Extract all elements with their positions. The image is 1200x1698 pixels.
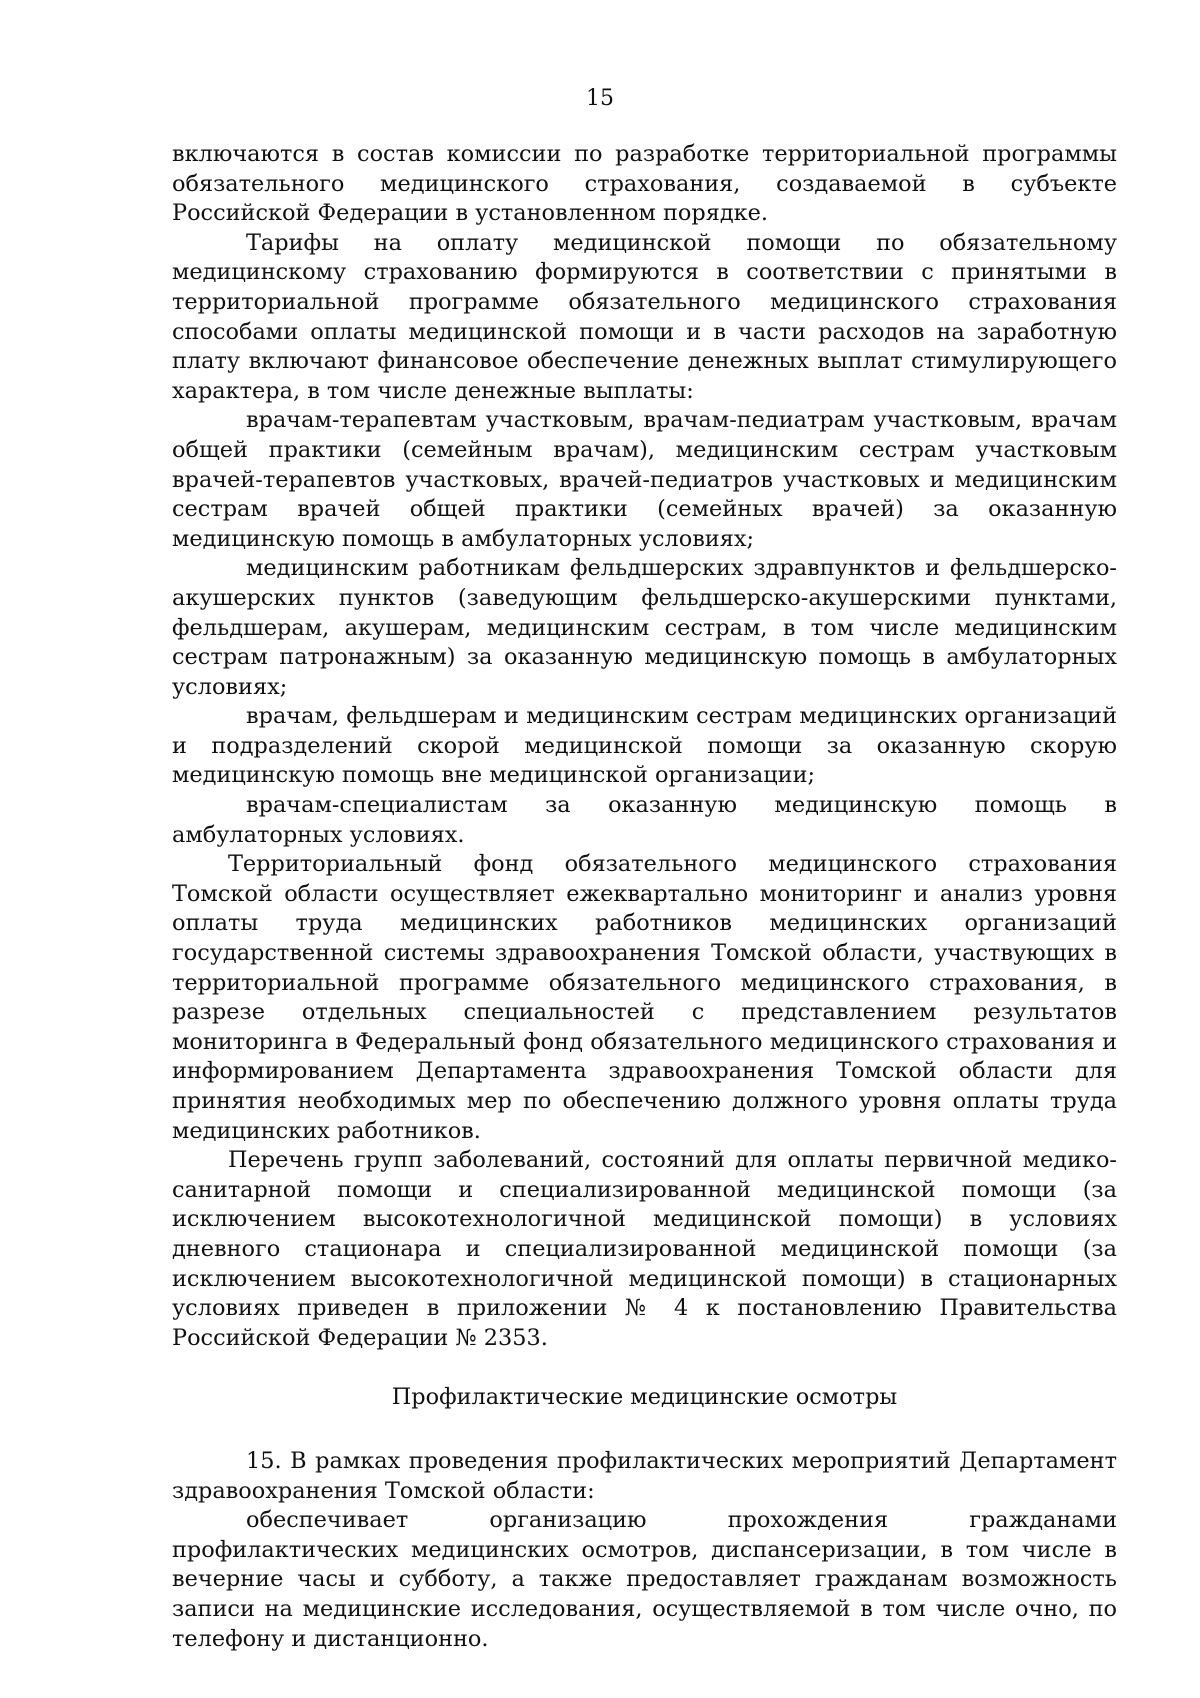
- list-paragraph: врачам-специалистам за оказанную медицинскую помощь в амбулаторных условиях.: [172, 792, 1117, 848]
- list-paragraph: врачам, фельдшерам и медицинским сестрам медицинских организаций и подразделений скорой медицинской помощи за оказанную скорую медицинскую помощь вне медицинской организации;: [172, 703, 1117, 789]
- paragraph: Перечень групп заболеваний, состояний для оплаты первичной медико-санитарной помощи и специализированной медицинской помощи (за исключением высокотехнологичной медицинской помощи) в условиях дневного стационара и специализированной медицинской помощи (за исключением высокотехнологичной медицинской помощи) в стационарных условиях приведен в приложении № 4 к постановлению Правительства Российской Федерации № 2353.: [172, 1147, 1117, 1351]
- paragraph: обеспечивает организацию прохождения гражданами профилактических медицинских осмотров, диспансеризации, в том числе в вечерние часы и субботу, а также предоставляет гражданам возможность записи на медицинские исследования, осуществляемой в том числе очно, по телефону и дистанционно.: [172, 1507, 1117, 1652]
- paragraph: Территориальный фонд обязательного медицинского страхования Томской области осуществляет ежеквартально мониторинг и анализ уровня оплаты труда медицинских работников медицинских организаций государственной системы здравоохранения Томской области, участвующих в территориальной программе обязательного медицинского страхования, в разрезе отдельных специальностей с представлением результатов мониторинга в Федеральный фонд обязательного медицинского страхования и информированием Департамента здравоохранения Томской области для принятия необходимых мер по обеспечению должного уровня оплаты труда медицинских работников.: [172, 851, 1117, 1144]
- paragraph: включаются в состав комиссии по разработке территориальной программы обязательного медицинского страхования, создаваемой в субъекте Российской Федерации в установленном порядке.: [172, 141, 1117, 227]
- paragraph: Тарифы на оплату медицинской помощи по обязательному медицинскому страхованию формируются в соответствии с принятыми в территориальной программе обязательного медицинского страхования способами оплаты медицинской помощи и в части расходов на заработную плату включают финансовое обеспечение денежных выплат стимулирующего характера, в том числе денежные выплаты:: [172, 229, 1117, 404]
- section-heading: Профилактические медицинские осмотры: [391, 1384, 898, 1411]
- list-paragraph: медицинским работникам фельдшерских здравпунктов и фельдшерско-акушерских пунктов (заведующим фельдшерско-акушерскими пунктами, фельдшерам, акушерам, медицинским сестрам, в том числе медицинским сестрам патронажным) за оказанную медицинскую помощь в амбулаторных условиях;: [172, 555, 1117, 700]
- numbered-paragraph: 15. В рамках проведения профилактических мероприятий Департамент здравоохранения Томской области:: [172, 1447, 1117, 1504]
- list-paragraph: врачам-терапевтам участковым, врачам-педиатрам участковым, врачам общей практики (семейным врачам), медицинским сестрам участковым врачей-терапевтов участковых, врачей-педиатров участковых и медицинским сестрам врачей общей практики (семейных врачей) за оказанную медицинскую помощь в амбулаторных условиях;: [172, 407, 1117, 552]
- page-number: 15: [586, 86, 614, 111]
- document-body: [172, 140, 1117, 1654]
